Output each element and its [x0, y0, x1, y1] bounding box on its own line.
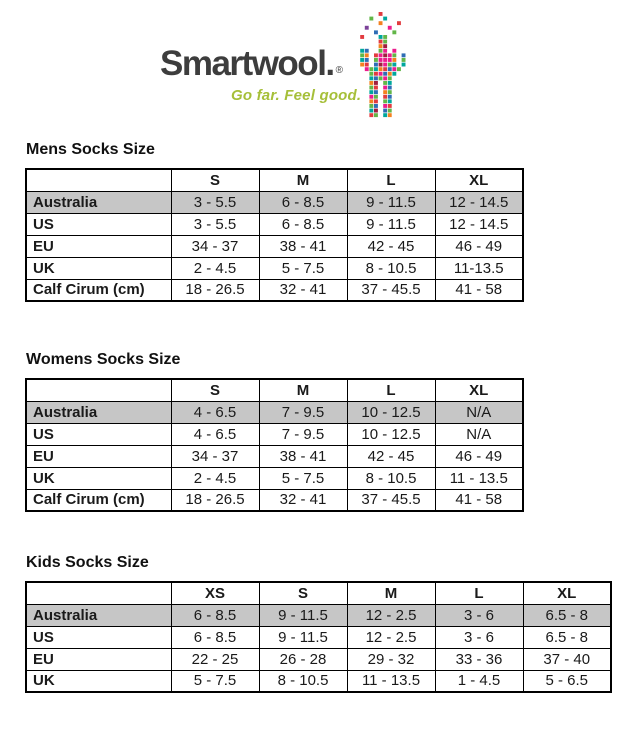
size-cell: 5 - 6.5 [523, 670, 611, 692]
size-cell: 12 - 2.5 [347, 626, 435, 648]
size-table-section [25, 555, 642, 693]
size-cell: 9 - 11.5 [259, 604, 347, 626]
row-label: Calf Cirum (cm) [26, 489, 171, 511]
column-header: XS [171, 582, 259, 604]
table-row [26, 670, 611, 692]
brand-wordmark [160, 44, 344, 84]
size-cell: 10 - 12.5 [347, 401, 435, 423]
table-row [26, 401, 523, 423]
size-cell: 2 - 4.5 [171, 257, 259, 279]
size-cell: 11 - 13.5 [347, 670, 435, 692]
size-cell: N/A [435, 423, 523, 445]
row-label: EU [26, 235, 171, 257]
size-cell: 18 - 26.5 [171, 489, 259, 511]
size-cell: 42 - 45 [347, 235, 435, 257]
size-cell: 34 - 37 [171, 235, 259, 257]
size-cell: 9 - 11.5 [259, 626, 347, 648]
size-cell: 2 - 4.5 [171, 467, 259, 489]
column-header: M [259, 169, 347, 191]
size-cell: 9 - 11.5 [347, 213, 435, 235]
size-cell: 12 - 14.5 [435, 191, 523, 213]
size-cell: 11-13.5 [435, 257, 523, 279]
size-cell: 3 - 6 [435, 604, 523, 626]
size-cell: 3 - 5.5 [171, 213, 259, 235]
table-row [26, 489, 523, 511]
size-cell: 3 - 5.5 [171, 191, 259, 213]
smartwool-logo [0, 0, 642, 140]
size-cell: 22 - 25 [171, 648, 259, 670]
column-header: S [171, 379, 259, 401]
size-cell: 8 - 10.5 [347, 257, 435, 279]
size-cell: 11 - 13.5 [435, 467, 523, 489]
size-cell: 5 - 7.5 [171, 670, 259, 692]
table-title: Mens Socks Size [26, 141, 155, 158]
size-table-section [25, 352, 642, 512]
table-row [26, 604, 611, 626]
table-row [26, 257, 523, 279]
column-header: XL [435, 379, 523, 401]
table-row [26, 235, 523, 257]
size-charts [0, 142, 642, 693]
row-label: UK [26, 257, 171, 279]
row-label: Calf Cirum (cm) [26, 279, 171, 301]
corner-cell [26, 582, 171, 604]
size-cell: 6 - 8.5 [259, 213, 347, 235]
size-cell: 6.5 - 8 [523, 626, 611, 648]
size-cell: 46 - 49 [435, 235, 523, 257]
table-row [26, 467, 523, 489]
size-cell: 6 - 8.5 [171, 626, 259, 648]
size-cell: 10 - 12.5 [347, 423, 435, 445]
row-label: US [26, 626, 171, 648]
row-label: US [26, 213, 171, 235]
column-header: L [347, 169, 435, 191]
registered-mark-icon: ® [335, 65, 344, 76]
header-row [26, 379, 523, 401]
size-cell: 7 - 9.5 [259, 423, 347, 445]
size-cell: 8 - 10.5 [347, 467, 435, 489]
column-header: L [435, 582, 523, 604]
row-label: Australia [26, 191, 171, 213]
size-cell: 34 - 37 [171, 445, 259, 467]
column-header: M [347, 582, 435, 604]
size-cell: 26 - 28 [259, 648, 347, 670]
size-cell: 3 - 6 [435, 626, 523, 648]
size-cell: 41 - 58 [435, 489, 523, 511]
size-cell: 32 - 41 [259, 489, 347, 511]
size-cell: 29 - 32 [347, 648, 435, 670]
brand-text: Smartwool. [160, 44, 334, 83]
size-cell: 37 - 45.5 [347, 489, 435, 511]
row-label: EU [26, 445, 171, 467]
size-cell: 41 - 58 [435, 279, 523, 301]
size-cell: 37 - 40 [523, 648, 611, 670]
size-cell: 5 - 7.5 [259, 467, 347, 489]
size-cell: 6 - 8.5 [171, 604, 259, 626]
brand-tagline: Go far. Feel good. [231, 87, 362, 104]
header-row [26, 169, 523, 191]
column-header: M [259, 379, 347, 401]
size-cell: 6 - 8.5 [259, 191, 347, 213]
corner-cell [26, 379, 171, 401]
size-table [25, 581, 612, 693]
size-cell: 1 - 4.5 [435, 670, 523, 692]
size-cell: N/A [435, 401, 523, 423]
size-table [25, 378, 524, 512]
row-label: US [26, 423, 171, 445]
column-header: XL [435, 169, 523, 191]
row-label: EU [26, 648, 171, 670]
header-row [26, 582, 611, 604]
column-header: S [259, 582, 347, 604]
size-cell: 7 - 9.5 [259, 401, 347, 423]
size-cell: 32 - 41 [259, 279, 347, 301]
size-cell: 18 - 26.5 [171, 279, 259, 301]
table-row [26, 626, 611, 648]
table-title: Womens Socks Size [26, 351, 181, 368]
column-header: L [347, 379, 435, 401]
size-cell: 9 - 11.5 [347, 191, 435, 213]
table-row [26, 191, 523, 213]
size-cell: 42 - 45 [347, 445, 435, 467]
size-cell: 33 - 36 [435, 648, 523, 670]
size-cell: 37 - 45.5 [347, 279, 435, 301]
size-cell: 5 - 7.5 [259, 257, 347, 279]
size-cell: 6.5 - 8 [523, 604, 611, 626]
size-cell: 4 - 6.5 [171, 423, 259, 445]
column-header: S [171, 169, 259, 191]
column-header: XL [523, 582, 611, 604]
table-row [26, 445, 523, 467]
size-cell: 46 - 49 [435, 445, 523, 467]
row-label: Australia [26, 604, 171, 626]
size-cell: 4 - 6.5 [171, 401, 259, 423]
size-cell: 12 - 14.5 [435, 213, 523, 235]
size-cell: 38 - 41 [259, 445, 347, 467]
corner-cell [26, 169, 171, 191]
size-cell: 38 - 41 [259, 235, 347, 257]
pixel-figure-mascot-icon [351, 12, 411, 118]
table-row [26, 648, 611, 670]
row-label: UK [26, 670, 171, 692]
table-title: Kids Socks Size [26, 554, 149, 571]
size-table [25, 168, 524, 302]
table-row [26, 279, 523, 301]
table-row [26, 213, 523, 235]
size-cell: 12 - 2.5 [347, 604, 435, 626]
size-cell: 8 - 10.5 [259, 670, 347, 692]
table-row [26, 423, 523, 445]
row-label: UK [26, 467, 171, 489]
row-label: Australia [26, 401, 171, 423]
size-table-section [25, 142, 642, 302]
